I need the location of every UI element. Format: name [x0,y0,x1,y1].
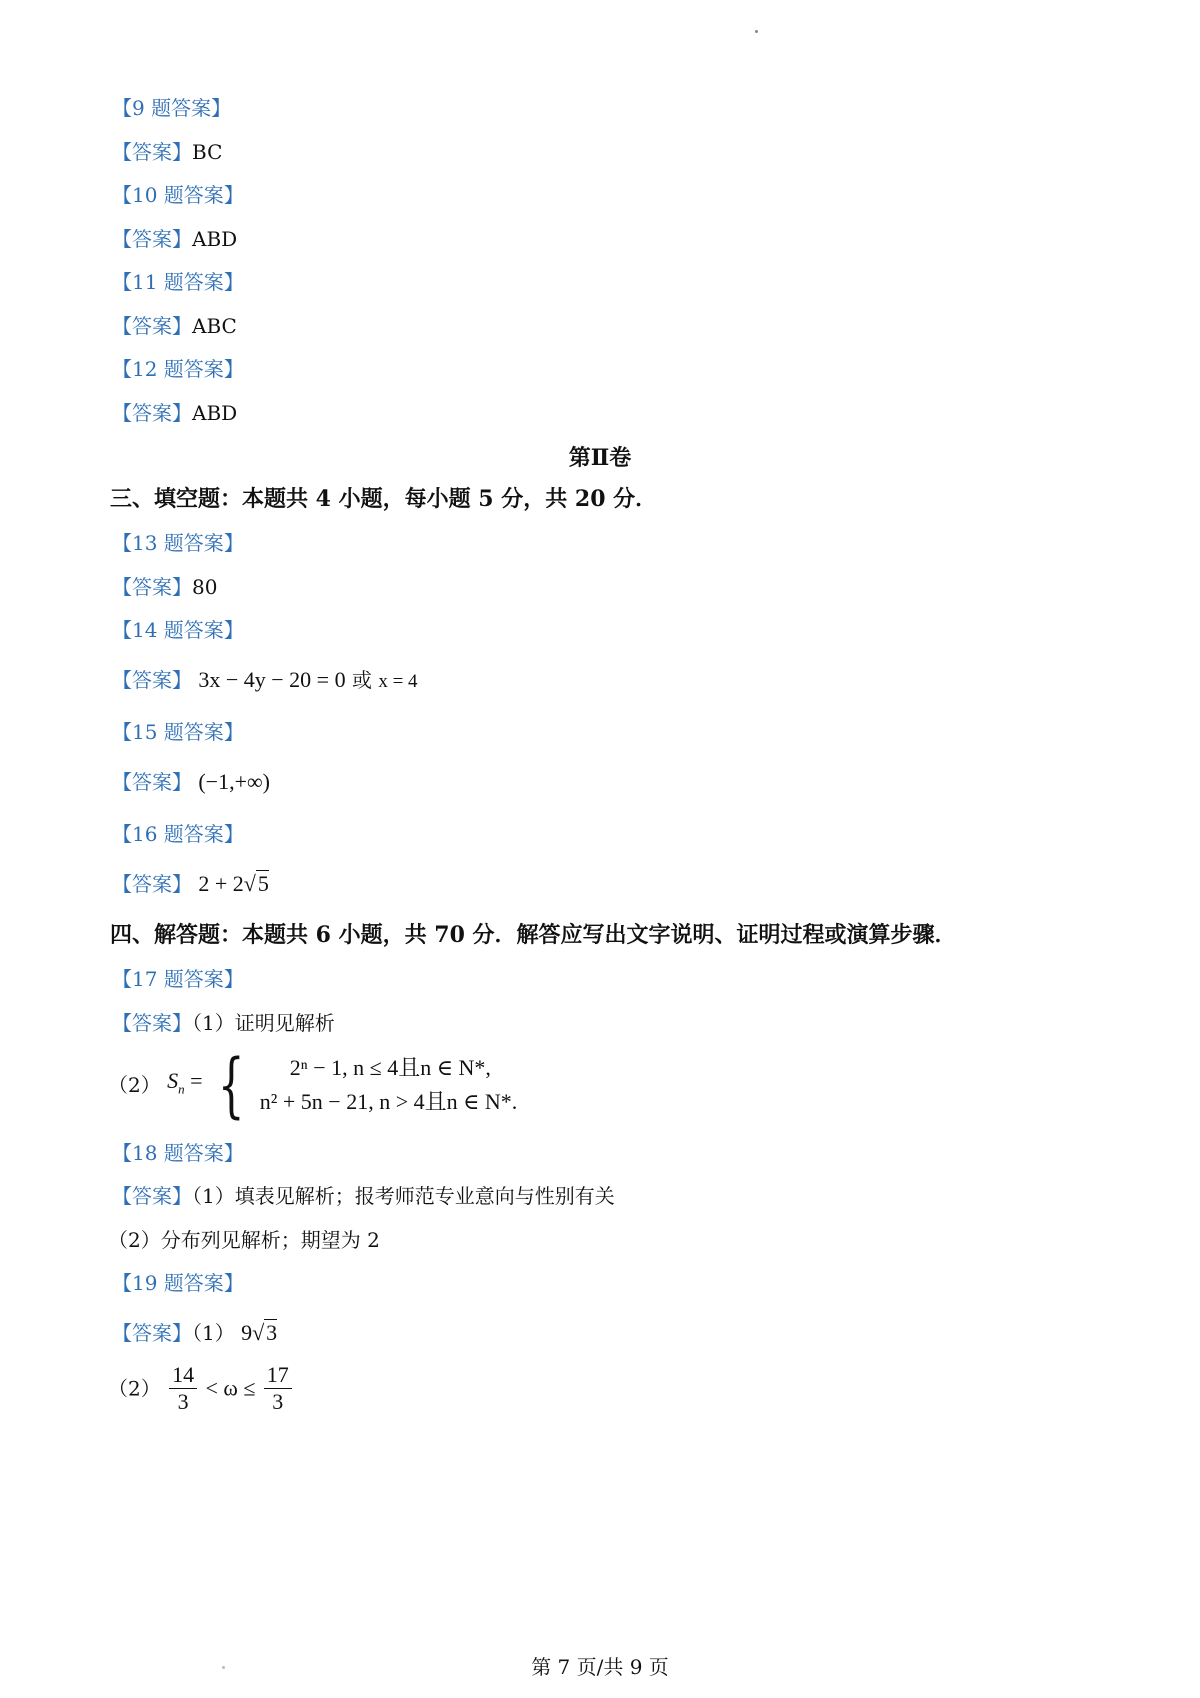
speck [755,30,758,33]
question-11-header: 【11 题答案】 [112,270,244,294]
question-10-header: 【10 题答案】 [112,183,244,207]
answer-10 [112,226,237,252]
answer-16 [112,871,269,897]
case-1: 2ⁿ − 1, n ≤ 4且n ∈ N*, [289,1055,491,1080]
answer-label: 【答案】 [112,227,192,251]
volume-title: 第Ⅱ卷 [568,445,632,471]
case-2: n² + 5n − 21, n > 4且n ∈ N*. [259,1089,518,1114]
answer-value: 2 + 2√5 [198,871,269,896]
or-word: 或 [351,668,372,692]
interval-value: (−1,+∞) [198,769,271,794]
question-19-header: 【19 题答案】 [112,1271,244,1295]
question-13-header: 【13 题答案】 [112,531,244,555]
question-9-header [112,95,231,121]
radicand: 3 [266,1320,278,1345]
header-text: 18 题答案 [132,1141,224,1165]
section-4-heading: 四、解答题：本题共 6 小题，共 70 分．解答应写出文字说明、证明过程或演算步骤． [110,922,957,948]
answer-value: （1）证明见解析 [192,1011,335,1035]
answer-value: 80 [192,575,218,599]
sn-symbol: $S_n$ = [167,1067,203,1097]
part-prefix: （1） [192,1321,235,1345]
radicand: 5 [257,871,269,896]
numerator: 17 [264,1362,292,1389]
question-17-header: 【17 题答案】 [112,967,244,991]
answer-label: 【答案】 [112,668,192,692]
answer-value: 9√3 [241,1320,278,1345]
answer-label: 【答案】 [112,314,192,338]
answer-label: 【答案】 [112,1011,192,1035]
answer-label: 【答案】 [112,1184,192,1208]
bracket-right: 】 [211,96,232,120]
header-text: 19 题答案 [132,1271,224,1295]
header-text: 15 题答案 [132,720,224,744]
answer-label: 【答案】 [112,1321,192,1345]
header-text: 11 题答案 [132,270,224,294]
answer-13 [112,574,217,600]
bracket-left: 【 [112,96,132,120]
header-text: 16 题答案 [132,822,224,846]
answer-value: （1）填表见解析；报考师范专业意向与性别有关 [192,1184,615,1208]
numerator: 14 [169,1362,197,1389]
part-prefix: （2） [108,1376,161,1401]
section-3-heading: 三、填空题：本题共 4 小题，每小题 5 分，共 20 分． [110,486,658,512]
question-18-header: 【18 题答案】 [112,1141,244,1165]
answer-11 [112,313,237,339]
answer-label: 【答案】 [112,770,192,794]
answer-17-part-1 [112,1010,335,1036]
fraction-lower [169,1362,197,1415]
header-text: 9 题答案 [132,96,212,120]
answer-label: 【答案】 [112,575,192,599]
fraction-upper [264,1362,292,1415]
answer-18-part-1 [112,1183,615,1209]
answer-value: ABD [192,227,238,251]
inequality: < ω ≤ [205,1375,256,1401]
piecewise-cases [260,1051,518,1119]
equation-2: x = 4 [378,671,418,692]
answer-14 [112,667,418,695]
answer-label: 【答案】 [112,140,192,164]
header-text: 12 题答案 [132,357,224,381]
header-text: 17 题答案 [132,967,224,991]
question-16-header: 【16 题答案】 [112,822,244,846]
question-12-header: 【12 题答案】 [112,357,244,381]
answer-19-part-1 [112,1320,277,1346]
answer-label: 【答案】 [112,401,192,425]
question-15-header: 【15 题答案】 [112,720,244,744]
answer-19-part-2 [108,1362,294,1415]
answer-value: BC [192,140,223,164]
answer-9 [112,139,222,165]
page-footer: 第 7 页/共 9 页 [531,1655,669,1679]
answer-17-part-2 [108,1044,518,1126]
answer-12 [112,400,237,426]
answer-value: ABD [192,401,238,425]
denominator: 3 [272,1389,284,1414]
header-text: 10 题答案 [132,183,224,207]
header-text: 13 题答案 [132,531,224,555]
header-text: 14 题答案 [132,618,224,642]
denominator: 3 [177,1389,189,1414]
question-14-header: 【14 题答案】 [112,618,244,642]
answer-18-part-2: （2）分布列见解析；期望为 2 [108,1228,380,1252]
equation-1: 3x − 4y − 20 = 0 [198,667,346,692]
part-prefix: （2） [108,1073,161,1097]
answer-value: ABC [192,314,237,338]
left-brace: { [217,1044,245,1126]
answer-label: 【答案】 [112,872,192,896]
answer-15 [112,769,270,795]
